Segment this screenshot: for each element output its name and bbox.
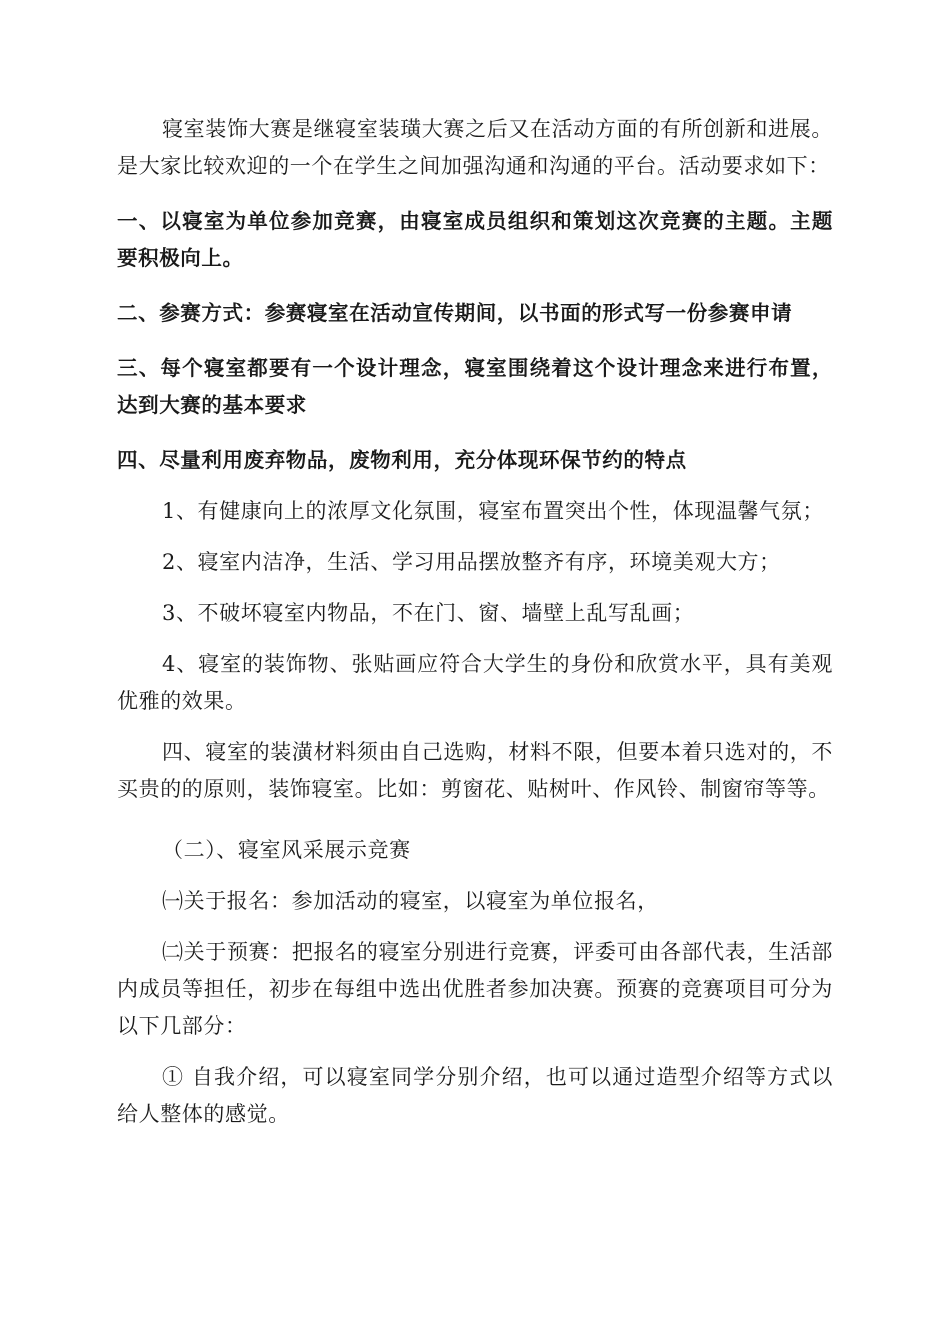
criterion-2-paragraph: 2、寝室内洁净，生活、学习用品摆放整齐有序，环境美观大方；	[162, 550, 781, 574]
materials-paragraph: 四、寝室的装潢材料须由自己选购，材料不限，但要本着只选对的，不买贵的的原则，装饰寝室。比如：剪窗花、贴树叶、作风铃、制窗帘等等。	[117, 740, 833, 801]
self-intro-paragraph: ① 自我介绍，可以寝室同学分别介绍，也可以通过造型介绍等方式以给人整体的感觉。	[117, 1065, 833, 1126]
document-page	[117, 111, 833, 1133]
rule-three-paragraph: 三、每个寝室都要有一个设计理念，寝室围绕着这个设计理念来进行布置，达到大赛的基本要求	[117, 356, 833, 417]
criterion-3-paragraph: 3、不破坏寝室内物品，不在门、窗、墙壁上乱写乱画；	[162, 601, 695, 625]
rule-two-paragraph: 二、参赛方式：参赛寝室在活动宣传期间，以书面的形式写一份参赛申请	[117, 301, 793, 325]
preliminary-paragraph: ㈡关于预赛：把报名的寝室分别进行竞赛，评委可由各部代表，生活部内成员等担任，初步在每组中选出优胜者参加决赛。预赛的竞赛项目可分为以下几部分：	[117, 940, 833, 1038]
criterion-4-paragraph: 4、寝室的装饰物、张贴画应符合大学生的身份和欣赏水平，具有美观优雅的效果。	[117, 652, 833, 713]
intro-paragraph: 寝室装饰大赛是继寝室装璜大赛之后又在活动方面的有所创新和进展。是大家比较欢迎的一个在学生之间加强沟通和沟通的平台。活动要求如下：	[117, 117, 833, 178]
rule-one-paragraph: 一、以寝室为单位参加竞赛，由寝室成员组织和策划这次竞赛的主题。主题要积极向上。	[117, 209, 833, 270]
rule-four-paragraph: 四、尽量利用废弃物品，废物利用，充分体现环保节约的特点	[117, 448, 687, 472]
registration-paragraph: ㈠关于报名：参加活动的寝室，以寝室为单位报名，	[162, 889, 659, 913]
section-two-heading: （二）、寝室风采展示竞赛	[162, 838, 411, 862]
criterion-1-paragraph: 1、有健康向上的浓厚文化氛围，寝室布置突出个性，体现温馨气氛；	[162, 499, 824, 523]
